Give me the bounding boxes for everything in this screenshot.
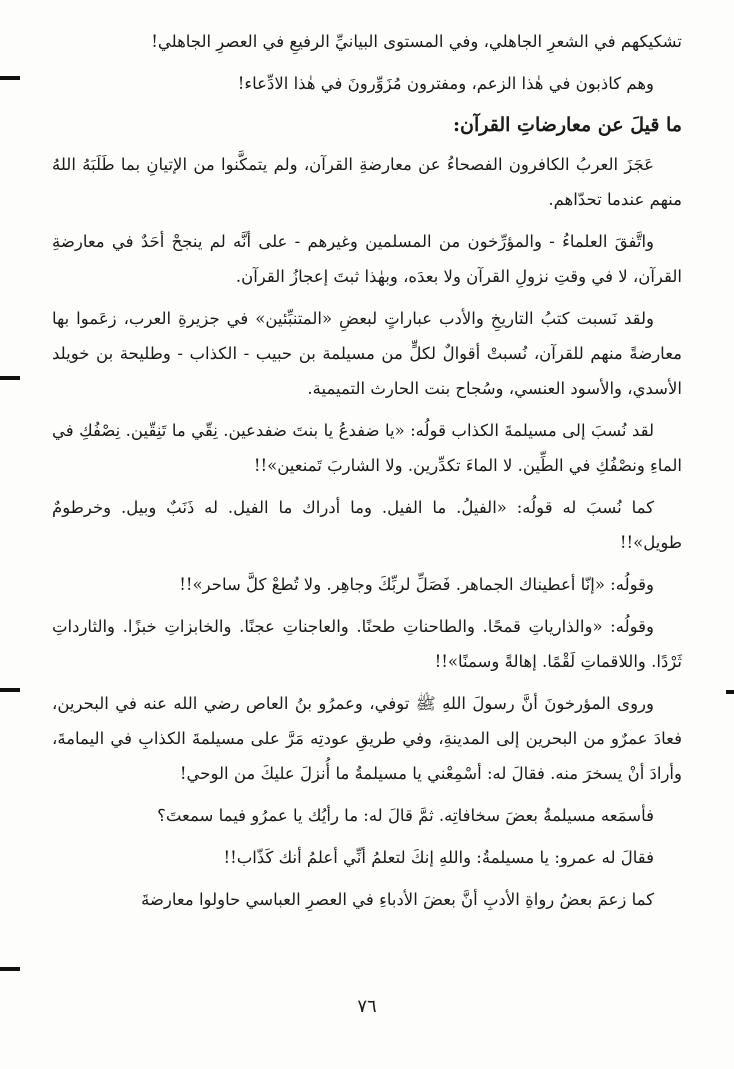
paragraph: ولقد نَسبت كتبُ التاريخِ والأدب عباراتٍ لبعضِ «المتنبِّئين» في جزيرةِ العرب، زعَموا بها معارضةً منهم للقرآن، نُسبتْ أقوالٌ لكلٍّ من مسيلمة بن حبيب - الكذاب - وطليحة بن خويلد الأسدي، والأسود العنسي، وسُجاح بنت الحارث التميمية. (52, 309, 682, 398)
paragraph: تشكيكهم في الشعرِ الجاهلي، وفي المستوى البيانيِّ الرفيعِ في العصرِ الجاهلي! (151, 32, 682, 51)
scan-edge-mark (0, 376, 20, 380)
paragraph: وروى المؤرخونَ أنَّ رسولَ اللهِ ﷺ توفي، وعمرُو بنُ العاص رضي الله عنه في البحرين، فعادَ عمرٌو من البحرين إلى المدينةِ، وفي طريقِ عودتِه مَرَّ على مسيلمةَ الكذابِ في اليمامةَ، وأرادَ أنْ يسخرَ منه. فقالَ له: أسْمِعْني يا مسيلمةُ ما أُنزلَ عليكَ من الوحي! (52, 694, 682, 783)
scan-edge-mark (0, 688, 20, 692)
scan-edge-mark (0, 76, 20, 80)
paragraph: لقد نُسبَ إلى مسيلمةَ الكذاب قولُه: «يا ضفدعُ يا بنتَ ضفدعين. نِقّي ما تَنِقّين. نِصْفُكِ في الماءِ ونصْفُكِ في الطِّين. لا الماءَ تكدِّرين. ولا الشاربَ تَمنعين»!! (52, 421, 682, 475)
paragraph: عَجَزَ العربُ الكافرون الفصحاءُ عن معارضةِ القرآن، ولم يتمكَّنوا من الإتيانِ بما طَلَبَهُ اللهُ منهم عندما تحدّاهم. (52, 155, 682, 209)
scan-edge-mark (0, 967, 20, 971)
page-number: ٧٦ (357, 996, 377, 1017)
paragraph: كما زعمَ بعضُ رواةِ الأدبِ أنَّ بعضَ الأدباءِ في العصرِ العباسي حاولوا معارضةَ (141, 890, 654, 909)
scan-edge-mark (726, 690, 734, 694)
paragraph: وقولُه: «إنّا أعطيناك الجماهر. فَصَلِّ لربِّكَ وجاهِر. ولا تُطعْ كلَّ ساحر»!! (179, 575, 654, 594)
page-body (52, 24, 682, 924)
paragraph: واتَّفقَ العلماءُ - والمؤرِّخون من المسلمين وغيرهم - على أنَّه لم ينجحْ أحَدٌ في معارضةِ القرآن، لا في وقتِ نزولِ القرآن ولا بعدَه، وبهٰذا ثبتَ إعجازُ القرآن. (52, 232, 682, 286)
paragraph: وقولُه: «والذارياتِ قمحًا. والطاحناتِ طحنًا. والعاجناتِ عجنًا. والخابزاتِ خبزًا. والثارداتِ ثَرْدًا. واللاقماتِ لَقْمًا. إهالةً وسمنًا»!! (52, 617, 682, 671)
paragraph: كما نُسبَ له قولُه: «الفيلُ. ما الفيل. وما أدراك ما الفيل. له ذَنَبٌ وبيل. وخرطومٌ طويل»!! (52, 498, 682, 552)
paragraph: وهم كاذبون في هٰذا الزعم، ومفترون مُزَوِّرونَ في هٰذا الادِّعاء! (237, 74, 654, 93)
paragraph: فقالَ له عمرو: يا مسيلمةُ: واللهِ إنكَ لتعلمُ أنِّي أعلمُ أنك كَذّاب!! (223, 848, 654, 867)
paragraph: فأسمَعه مسيلمةُ بعضَ سخافاتِه. ثمَّ قالَ له: ما رأيُك يا عمرُو فيما سمعتَ؟ (157, 806, 654, 825)
section-heading: ما قيلَ عن معارضاتِ القرآن: (453, 114, 682, 136)
